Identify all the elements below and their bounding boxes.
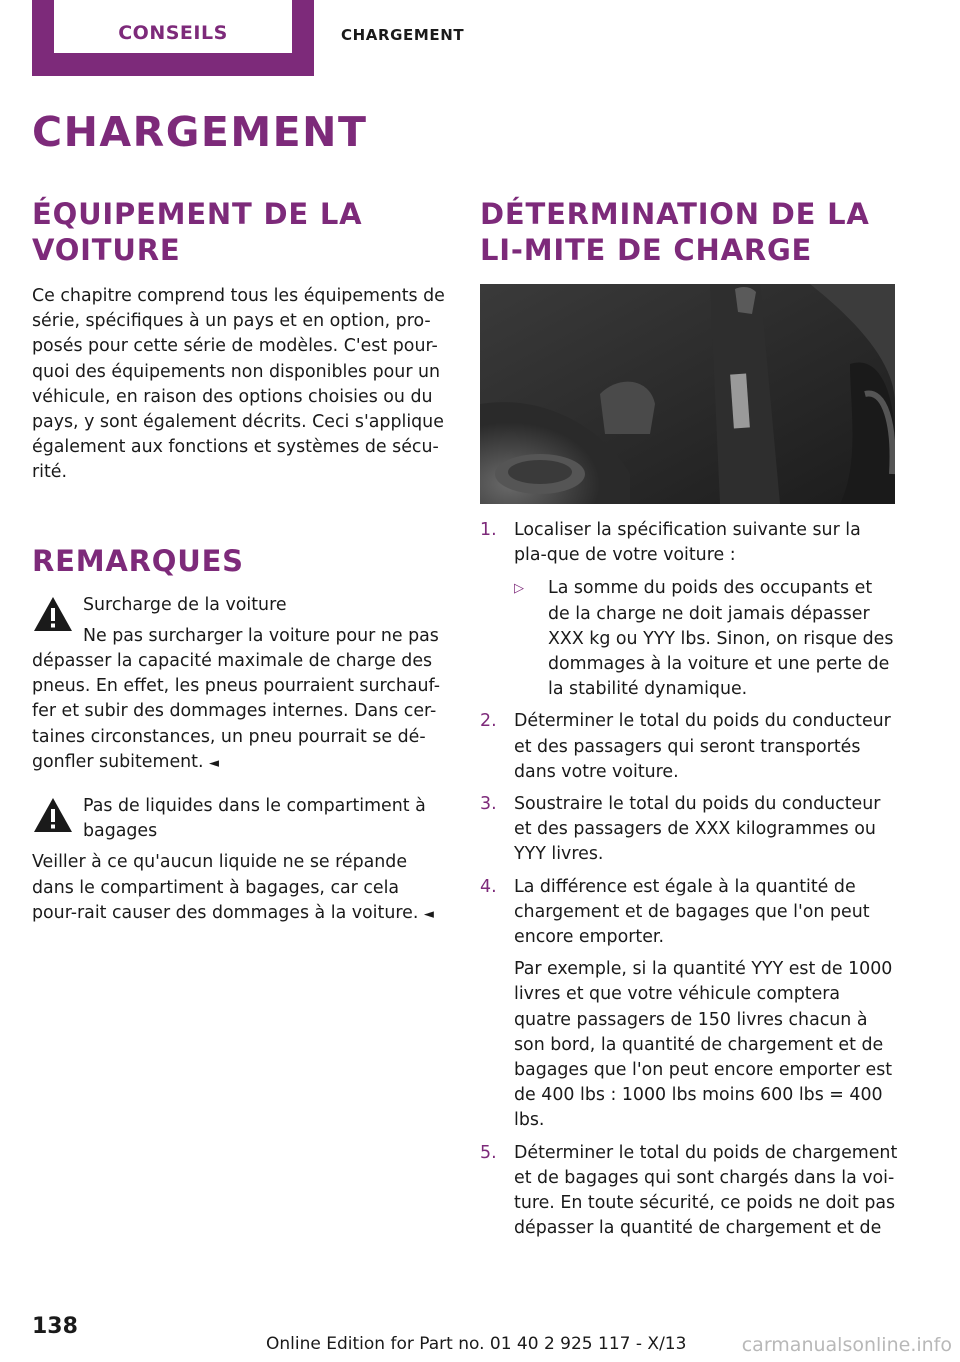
load-limit-steps: [480, 518, 898, 1241]
step-text: Soustraire le total du poids du conducteur et des passagers de XXX kilogrammes ou YYY livres.: [514, 794, 881, 865]
tab-chargement[interactable]: CHARGEMENT: [341, 26, 465, 44]
warning-triangle-icon: [32, 795, 74, 835]
left-column: [32, 196, 446, 927]
warning-overload: [32, 593, 446, 649]
step-text: La différence est égale à la quantité de chargement et de bagages que l'on peut encore emporter.: [514, 876, 870, 948]
heading-remarks: REMARQUES: [32, 543, 244, 578]
warning-liquids-text: [32, 850, 446, 927]
door-sill-photo: [480, 284, 895, 504]
triangle-bullet-icon: ▷: [514, 581, 524, 597]
end-mark-icon: ◄: [209, 755, 220, 771]
warning-overload-title: Surcharge de la voiture: [83, 594, 287, 615]
heading-equipment: ÉQUIPEMENT DE LA VOITURE: [32, 197, 363, 267]
step-number: 1.: [480, 520, 497, 540]
step-text: Déterminer le total du poids de chargement et de bagages qui sont chargés dans la voi-ture. En toute sécurité, ce poids ne doit pas dépasser la quantité de chargement et de: [514, 1142, 898, 1239]
end-mark-icon: ◄: [423, 906, 434, 922]
right-column: [480, 196, 898, 1241]
equipment-paragraph: Ce chapitre comprend tous les équipements de série, spécifiques à un pays et en option, pro-posés pour cette série de modèles. C'est pour-quoi des équipements non disponibles pour un véhicule, en raison des options choisies ou du pays, y sont également décrits. Ceci s'applique également aux fonctions et systèmes de sécu-rité.: [32, 286, 445, 483]
warning-liquids-title: Pas de liquides dans le compartiment à bagages: [83, 796, 426, 842]
list-item: [480, 518, 898, 702]
list-item: [480, 875, 898, 1134]
warning-liquids-body: Veiller à ce qu'aucun liquide ne se répande dans le compartiment à bagages, car cela pour-rait causer des dommages à la voiture.: [32, 852, 419, 923]
warning-liquids: [32, 794, 446, 844]
step-text: Localiser la spécification suivante sur la pla-que de votre voiture :: [514, 520, 861, 566]
list-item: [480, 709, 898, 785]
tab-conseils[interactable]: [32, 0, 314, 76]
sub-item-text: La somme du poids des occupants et de la charge ne doit jamais dépasser XXX kg ou YYY lbs. Sinon, on risque des dommages à la voiture et une perte de la stabilité dynamique.: [548, 578, 894, 700]
edition-footer: Online Edition for Part no. 01 40 2 925 117 - X/13: [266, 1334, 687, 1354]
heading-load-limit: DÉTERMINATION DE LA LI-MITE DE CHARGE: [480, 197, 870, 267]
warning-overload-body: dépasser la capacité maximale de charge des pneus. En effet, les pneus pourraient surchauf-fer et subir des dommages internes. Dans cer-taines circonstances, un pneu pourrait se dé-gonfler subitement.: [32, 651, 440, 772]
step-number: 5.: [480, 1142, 497, 1163]
list-item: [480, 1141, 898, 1242]
sub-item: [514, 576, 898, 702]
tab-conseils-label: CONSEILS: [54, 0, 292, 53]
warning-triangle-icon: [32, 594, 74, 634]
step-number: 3.: [480, 794, 497, 815]
warning-overload-text: [32, 649, 446, 776]
list-item: [480, 792, 898, 868]
watermark: carmanualsonline.info: [741, 1334, 952, 1356]
step-text: Déterminer le total du poids du conducteur et des passagers qui seront transportés dans votre voiture.: [514, 711, 891, 782]
step-number: 4.: [480, 876, 497, 897]
warning-overload-lead: Ne pas surcharger la voiture pour ne pas: [83, 625, 439, 646]
step-example: Par exemple, si la quantité YYY est de 1000 livres et que votre véhicule comptera quatre passagers de 150 livres chacun à son bord, la quantité de chargement et de bagages que l'on peut encore emporter est de 400 lbs : 1000 lbs moins 600 lbs = 400 lbs.: [514, 959, 893, 1131]
page-title: CHARGEMENT: [32, 108, 368, 156]
door-sill-illustration: [480, 284, 895, 504]
step-number: 2.: [480, 711, 497, 732]
page-number: 138: [32, 1314, 78, 1339]
